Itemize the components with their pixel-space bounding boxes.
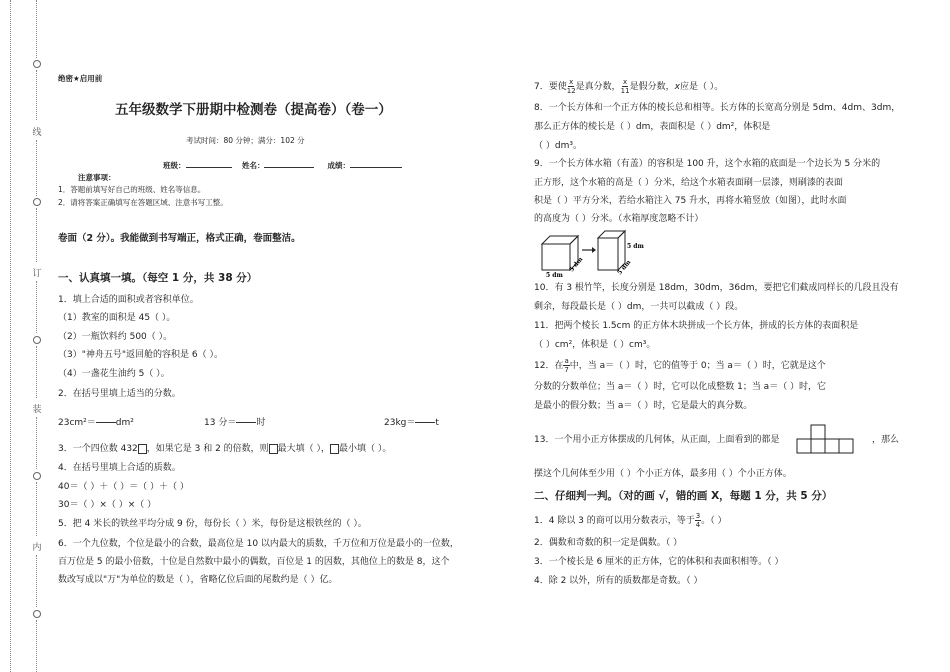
score-field[interactable] — [350, 167, 402, 168]
secret-label: 绝密★启用前 — [58, 74, 103, 83]
cut-line — [10, 0, 11, 672]
question-1d: （4）一盏花生油约 5（ ）。 — [58, 369, 170, 379]
dimension-label: 5 dm — [627, 243, 644, 250]
question-6-line1: 6．一个九位数，个位是最小的合数，最高位是 10 以内最大的质数，千万位和万位是最小的一位数， — [58, 539, 459, 549]
question-8-line3: （ ）dm³。 — [534, 141, 582, 151]
q3-text: ，如果它是 3 和 2 的倍数，则 — [146, 444, 269, 454]
fraction-blank[interactable] — [415, 414, 435, 431]
q2c-unit: t — [435, 418, 439, 428]
class-field[interactable] — [186, 167, 232, 168]
q7-variable: x — [674, 82, 680, 92]
question-13-line2: 摆这个几何体至少用（ ）个小正方体，最多用（ ）个小正方体。 — [534, 469, 792, 479]
cube-view-figure — [796, 424, 868, 456]
fraction: $\frac{a}{7}$ — [564, 357, 569, 374]
dimension-label: 5 dm — [616, 258, 633, 277]
binding-circle — [33, 60, 41, 68]
q3-text: 最小填（ ）。 — [339, 444, 392, 454]
question-6-line2: 百万位是 5 的最小倍数，十位是自然数中最小的偶数，百位是 1 的因数，其他位上的数是 8，这个 — [58, 557, 450, 567]
note-item: 2．请将答案正确填写在答题区域、注意书写工整。 — [58, 198, 228, 207]
square-box-icon — [330, 444, 339, 454]
question-6-line3: 数改写成以"万"为单位的数是（ ），省略亿位后面的尾数约是（ ）亿。 — [58, 575, 338, 585]
name-field[interactable] — [264, 167, 314, 168]
question-10-line2: 剩余，每段最长是（ ）dm，一共可以截成（ ）段。 — [534, 302, 744, 312]
question-10-line1: 10．有 3 根竹竿，长度分别是 18dm，30dm，36dm，要把它们截成同样长的几段且没有 — [534, 283, 899, 293]
dotted-line — [36, 417, 37, 469]
q2a-unit: dm² — [115, 418, 134, 428]
question-11-line2: （ ）cm²，体积是（ ）cm³。 — [534, 340, 656, 350]
question-9-line1: 9．一个长方体水箱（有盖）的容积是 100 升，这个水箱的底面是一个边长为 5 分米的 — [534, 159, 881, 169]
fraction: $\frac{x}{12}$ — [566, 78, 576, 95]
dotted-line — [36, 482, 37, 536]
q7-text: 是假分数， — [629, 82, 675, 92]
binding-circle — [33, 336, 41, 344]
section-2-title: 二、仔细判一判。（对的画 √，错的画 X，每题 1 分，共 5 分） — [534, 490, 833, 502]
q12-text: 12．在 — [534, 361, 564, 371]
judge-4: 4．除 2 以外，所有的质数都是奇数。（ ） — [534, 576, 703, 586]
dotted-line — [36, 620, 37, 672]
dotted-line — [36, 0, 37, 58]
binding-label: 线 — [32, 128, 42, 138]
binding-label: 内 — [32, 543, 42, 553]
square-box-icon — [269, 444, 278, 454]
question-11-line1: 11．把两个棱长 1.5cm 的正方体木块拼成一个长方体，拼成的长方体的表面积是 — [534, 321, 859, 331]
question-1b: （2）一瓶饮料约 500（ ）。 — [58, 332, 173, 342]
binding-circle — [33, 472, 41, 480]
question-9-line3: 积是（ ）平方分米，若给水箱注入 75 升水，再将水箱竖放（如图），此时水面 — [534, 196, 847, 206]
question-8-line1: 8．一个长方体和一个正方体的棱长总和相等。长方体的长宽高分别是 5dm、4dm、3dm， — [534, 103, 901, 113]
question-12-line1 — [534, 357, 826, 375]
q2a-text: 23cm²＝ — [58, 418, 96, 428]
fraction-blank[interactable] — [236, 414, 256, 431]
q3-text: 3．一个四位数 432 — [58, 444, 138, 454]
j1-text: 1．4 除以 3 的商可以用分数表示，等于 — [534, 516, 695, 526]
question-3 — [58, 443, 391, 455]
note-item: 1．答题前填写好自己的班级、姓名等信息。 — [58, 185, 206, 194]
question-7 — [534, 78, 723, 96]
dimension-label: 5 dm — [568, 255, 585, 274]
question-12-line3: 是最小的假分数；当 a＝（ ）时，它是最大的真分数。 — [534, 401, 753, 411]
name-label: 姓名： — [241, 161, 265, 170]
q7-text: 7．要使 — [534, 82, 567, 92]
page-title: 五年级数学下册期中检测卷（提高卷）（卷一） — [115, 102, 392, 118]
question-8-line2: 那么正方体的棱长是（ ）dm，表面积是（ ）dm²，体积是 — [534, 122, 771, 132]
dotted-line — [36, 140, 37, 196]
judge-2: 2．偶数和奇数的积一定是偶数。（ ） — [534, 538, 683, 548]
question-4b: 30＝（ ）×（ ）×（ ） — [58, 500, 157, 510]
question-9-line2: 正方形，这个水箱的高是（ ）分米，给这个水箱表面刷一层漆，则刷漆的表面 — [534, 178, 843, 188]
dotted-line — [36, 281, 37, 333]
q2b-text: 13 分＝ — [204, 418, 237, 428]
binding-margin — [0, 0, 46, 672]
class-label: 班级： — [163, 161, 186, 170]
dotted-line — [36, 555, 37, 607]
judge-3: 3．一个棱长是 6 厘米的正方体，它的体积和表面积相等。（ ） — [534, 557, 784, 567]
q12-text: 中，当 a＝（ ）时，它的值等于 0；当 a＝（ ）时，它就是这个 — [569, 361, 826, 371]
binding-label: 订 — [32, 269, 42, 279]
question-5: 5．把 4 米长的铁丝平均分成 9 份，每份长（ ）米，每份是这根铁丝的（ ）。 — [58, 519, 367, 529]
question-2c — [384, 412, 439, 434]
square-box-icon — [138, 444, 147, 454]
exam-info: 考试时间：80 分钟；满分：102 分 — [186, 136, 305, 145]
question-1a: （1）教室的面积是 45（ ）。 — [58, 313, 176, 323]
neatness-note: 卷面（2 分）。我能做到书写端正，格式正确，卷面整洁。 — [58, 233, 301, 244]
q2b-unit: 时 — [256, 418, 266, 428]
question-13-text: ，那么 — [872, 435, 900, 445]
binding-label: 装 — [32, 405, 42, 415]
j1-text: 。（ ） — [701, 516, 727, 526]
info-line — [163, 160, 402, 172]
score-label: 成绩： — [327, 161, 351, 170]
judge-1 — [534, 512, 727, 530]
fraction: $\frac{3}{4}$ — [695, 512, 701, 529]
question-9-line4: 的高度为（ ）分米。（水箱厚度忽略不计） — [534, 214, 704, 224]
fraction-blank[interactable] — [96, 414, 116, 431]
dotted-line — [36, 70, 37, 120]
notes-title: 注意事项： — [78, 173, 116, 182]
question-12-line2: 分数的分数单位；当 a＝（ ）时，它可以化成整数 1；当 a＝（ ）时，它 — [534, 382, 827, 392]
question-13-line1: 13．一个用小正方体摆成的几何体，从正面，上面看到的都是 — [534, 435, 780, 445]
water-tank-figure — [534, 226, 654, 278]
question-2a — [58, 412, 134, 434]
fraction: $\frac{x}{11}$ — [620, 78, 630, 95]
dimension-label: 5 dm — [546, 272, 563, 278]
question-1c: （3）"神舟五号"返回舱的容积是 6（ ）。 — [58, 350, 223, 360]
q3-text: 最大填（ ）， — [277, 444, 331, 454]
dotted-line — [36, 208, 37, 262]
binding-circle — [33, 198, 41, 206]
dotted-line — [36, 346, 37, 398]
question-1: 1．填上合适的面积或者容积单位。 — [58, 295, 199, 305]
q7-text: 是真分数， — [575, 82, 621, 92]
question-4a: 40＝（ ）＋（ ）＝（ ）＋（ ） — [58, 482, 189, 492]
question-2: 2．在括号里填上适当的分数。 — [58, 389, 181, 399]
q2c-text: 23kg＝ — [384, 418, 416, 428]
section-1-title: 一、认真填一填。（每空 1 分，共 38 分） — [58, 272, 258, 284]
question-2b — [204, 412, 265, 434]
binding-circle — [33, 610, 41, 618]
q7-text: 应是（ ）。 — [679, 82, 724, 92]
question-4: 4．在括号里填上合适的质数。 — [58, 463, 181, 473]
